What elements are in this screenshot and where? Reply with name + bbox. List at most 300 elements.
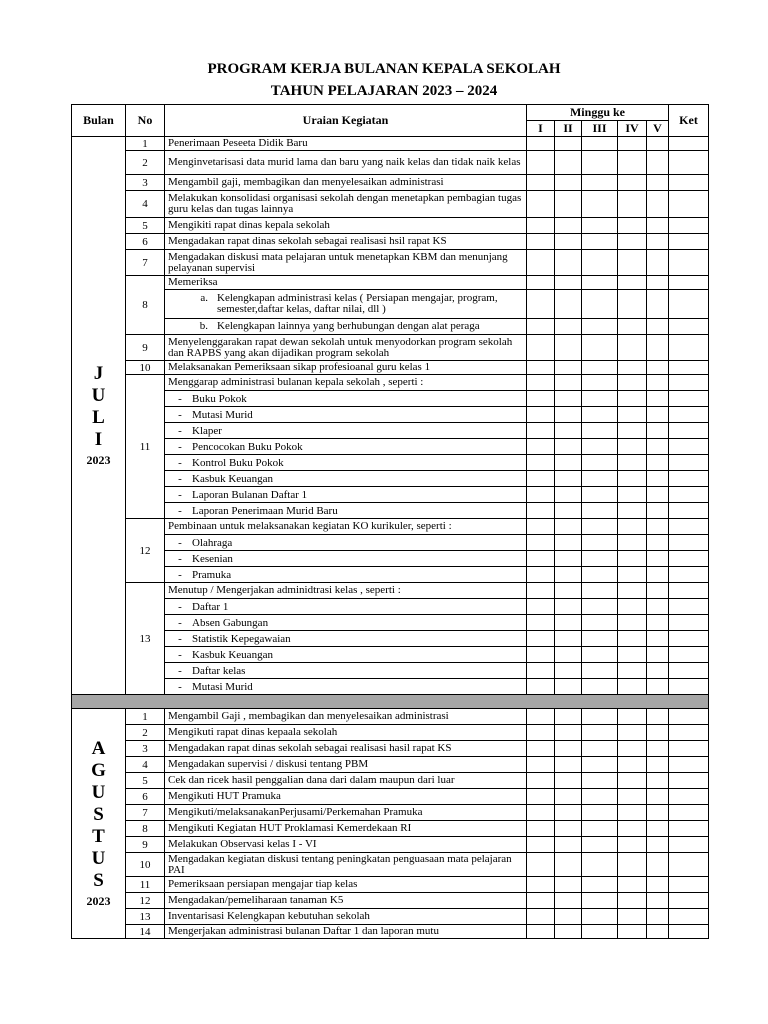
table-row <box>72 519 709 535</box>
subrow-week-4-cell <box>618 679 647 695</box>
subrow-week-4-cell <box>618 535 647 551</box>
row-ket-cell <box>669 909 709 925</box>
header-week-1: I <box>527 121 555 137</box>
subrow-week-2-cell <box>555 503 582 519</box>
row-week-2-cell <box>555 757 582 773</box>
table-row <box>72 757 709 773</box>
subrow-week-3-cell <box>582 391 618 407</box>
row-week-5-cell <box>647 375 669 391</box>
subrow-week-3-cell <box>582 471 618 487</box>
row-week-4-cell <box>618 853 647 877</box>
sub-item-text: Daftar kelas <box>192 664 246 677</box>
subrow-ket-cell <box>669 679 709 695</box>
row-ket-cell <box>669 837 709 853</box>
subrow-week-3-cell <box>582 487 618 503</box>
subrow-week-3-cell <box>582 663 618 679</box>
activity-text: Menyelenggarakan rapat dewan sekolah untuk menyodorkan program sekolah dan RAPBS yang akan dijadikan program sekolah <box>165 335 527 361</box>
sub-item <box>165 631 527 647</box>
row-week-5-cell <box>647 519 669 535</box>
subrow-week-5-cell <box>647 647 669 663</box>
row-week-5-cell <box>647 583 669 599</box>
row-number: 12 <box>126 893 165 909</box>
subrow-week-4-cell <box>618 503 647 519</box>
row-week-4-cell <box>618 276 647 290</box>
activity-text: Cek dan ricek hasil penggalian dana dari dalam maupun dari luar <box>165 773 527 789</box>
row-week-1-cell <box>527 583 555 599</box>
row-week-2-cell <box>555 519 582 535</box>
sub-item-text: Pencocokan Buku Pokok <box>192 440 303 453</box>
row-week-2-cell <box>555 218 582 234</box>
sub-item-text: Mutasi Murid <box>192 408 253 421</box>
row-ket-cell <box>669 375 709 391</box>
sub-item-text: Kasbuk Keuangan <box>192 648 273 661</box>
row-week-3-cell <box>582 837 618 853</box>
row-number: 4 <box>126 191 165 218</box>
sub-item-wrap <box>168 293 526 315</box>
row-week-4-cell <box>618 375 647 391</box>
row-week-2-cell <box>555 191 582 218</box>
table-subrow <box>72 503 709 519</box>
subrow-week-4-cell <box>618 551 647 567</box>
row-week-1-cell <box>527 218 555 234</box>
dash-bullet: - <box>178 392 182 405</box>
activity-text: Melaksanakan Pemeriksaan sikap profesioanal guru kelas 1 <box>165 361 527 375</box>
row-week-1-cell <box>527 821 555 837</box>
activity-text: Mengadakan rapat dinas sekolah sebagai realisasi hsil rapat KS <box>165 234 527 250</box>
dash-bullet: - <box>178 488 182 501</box>
row-number: 13 <box>126 909 165 925</box>
row-week-5-cell <box>647 925 669 939</box>
month-letter: T <box>92 826 105 847</box>
row-week-5-cell <box>647 335 669 361</box>
month-letter: I <box>94 429 103 450</box>
row-number: 1 <box>126 137 165 151</box>
dash-bullet: - <box>178 504 182 517</box>
row-week-1-cell <box>527 837 555 853</box>
subrow-week-3-cell <box>582 455 618 471</box>
sub-item-text: Kasbuk Keuangan <box>192 472 273 485</box>
row-number: 6 <box>126 789 165 805</box>
row-ket-cell <box>669 191 709 218</box>
subrow-week-4-cell <box>618 290 647 319</box>
subrow-week-3-cell <box>582 290 618 319</box>
subrow-week-3-cell <box>582 535 618 551</box>
document-title: PROGRAM KERJA BULANAN KEPALA SEKOLAH <box>207 61 561 77</box>
row-week-3-cell <box>582 375 618 391</box>
row-number: 9 <box>126 335 165 361</box>
sub-item-text: Absen Gabungan <box>192 616 269 629</box>
row-number: 14 <box>126 925 165 939</box>
row-ket-cell <box>669 519 709 535</box>
table-row <box>72 877 709 893</box>
row-week-4-cell <box>618 877 647 893</box>
sub-item-text: Pramuka <box>192 568 232 581</box>
subrow-week-1-cell <box>527 290 555 319</box>
activity-text: Pembinaan untuk melaksanakan kegiatan KO kurikuler, seperti : <box>165 519 527 535</box>
subrow-week-3-cell <box>582 423 618 439</box>
row-week-4-cell <box>618 725 647 741</box>
table-row <box>72 375 709 391</box>
activity-text: Mengadakan rapat dinas sekolah sebagai realisasi hasil rapat KS <box>165 741 527 757</box>
subrow-week-1-cell <box>527 679 555 695</box>
row-ket-cell <box>669 789 709 805</box>
table-row <box>72 276 709 290</box>
row-week-5-cell <box>647 175 669 191</box>
header-week-2: II <box>555 121 582 137</box>
table-subrow <box>72 567 709 583</box>
subrow-ket-cell <box>669 663 709 679</box>
table-row <box>72 218 709 234</box>
sub-item <box>165 599 527 615</box>
sub-item <box>165 647 527 663</box>
sub-item-text: Laporan Penerimaan Murid Baru <box>192 504 338 517</box>
row-week-2-cell <box>555 853 582 877</box>
dash-bullet: - <box>178 408 182 421</box>
sub-item-text: Kontrol Buku Pokok <box>192 456 284 469</box>
row-ket-cell <box>669 757 709 773</box>
row-week-4-cell <box>618 741 647 757</box>
subrow-week-3-cell <box>582 407 618 423</box>
subrow-week-4-cell <box>618 487 647 503</box>
table-row <box>72 725 709 741</box>
table-row <box>72 741 709 757</box>
table-row <box>72 821 709 837</box>
subrow-week-1-cell <box>527 535 555 551</box>
dash-bullet: - <box>178 648 182 661</box>
row-ket-cell <box>669 893 709 909</box>
row-week-5-cell <box>647 725 669 741</box>
subrow-week-4-cell <box>618 319 647 335</box>
activity-text: Memeriksa <box>165 276 527 290</box>
row-week-5-cell <box>647 877 669 893</box>
row-number: 11 <box>126 375 165 519</box>
subrow-week-2-cell <box>555 535 582 551</box>
sub-item-text: Mutasi Murid <box>192 680 253 693</box>
row-number: 8 <box>126 276 165 335</box>
table-subrow <box>72 439 709 455</box>
row-week-1-cell <box>527 234 555 250</box>
month-letter: U <box>91 782 106 803</box>
activity-text: Mengadakan/pemeliharaan tanaman K5 <box>165 893 527 909</box>
subrow-week-1-cell <box>527 503 555 519</box>
subrow-week-3-cell <box>582 551 618 567</box>
subrow-week-3-cell <box>582 679 618 695</box>
subrow-week-2-cell <box>555 647 582 663</box>
dash-bullet: - <box>178 472 182 485</box>
separator-bar <box>72 695 709 709</box>
table-row <box>72 805 709 821</box>
row-ket-cell <box>669 877 709 893</box>
dash-bullet: - <box>178 568 182 581</box>
subrow-ket-cell <box>669 391 709 407</box>
row-week-1-cell <box>527 773 555 789</box>
row-week-1-cell <box>527 893 555 909</box>
sub-item <box>165 679 527 695</box>
month-separator <box>72 695 709 709</box>
dash-bullet: - <box>178 424 182 437</box>
table-row <box>72 853 709 877</box>
month-year: 2023 <box>86 894 111 908</box>
row-week-1-cell <box>527 137 555 151</box>
table-row <box>72 583 709 599</box>
activity-text: Mengadakan kegiatan diskusi tentang peningkatan penguasaan mata pelajaran PAI <box>165 853 527 877</box>
sub-item-text: Statistik Kepegawaian <box>192 632 291 645</box>
row-ket-cell <box>669 821 709 837</box>
subrow-week-1-cell <box>527 647 555 663</box>
row-week-5-cell <box>647 789 669 805</box>
subrow-ket-cell <box>669 503 709 519</box>
row-week-2-cell <box>555 893 582 909</box>
row-week-1-cell <box>527 909 555 925</box>
row-week-4-cell <box>618 757 647 773</box>
table-subrow <box>72 631 709 647</box>
sub-item <box>165 391 527 407</box>
row-week-3-cell <box>582 821 618 837</box>
row-number: 4 <box>126 757 165 773</box>
subrow-ket-cell <box>669 471 709 487</box>
row-number: 6 <box>126 234 165 250</box>
subrow-week-1-cell <box>527 455 555 471</box>
row-week-2-cell <box>555 805 582 821</box>
row-week-1-cell <box>527 725 555 741</box>
table-subrow <box>72 319 709 335</box>
row-week-3-cell <box>582 191 618 218</box>
subrow-week-3-cell <box>582 615 618 631</box>
sub-item <box>165 551 527 567</box>
activity-text: Mengadakan supervisi / diskusi tentang PBM <box>165 757 527 773</box>
table-row <box>72 925 709 939</box>
activity-text: Mengikuti Kegiatan HUT Proklamasi Kemerdekaan RI <box>165 821 527 837</box>
activity-text: Mengikuti/melaksanakanPerjusami/Perkemahan Pramuka <box>165 805 527 821</box>
table-subrow <box>72 471 709 487</box>
row-week-4-cell <box>618 191 647 218</box>
row-week-1-cell <box>527 375 555 391</box>
row-number: 2 <box>126 725 165 741</box>
row-week-5-cell <box>647 909 669 925</box>
row-week-3-cell <box>582 789 618 805</box>
subrow-week-1-cell <box>527 423 555 439</box>
subrow-week-2-cell <box>555 423 582 439</box>
subrow-week-5-cell <box>647 471 669 487</box>
dash-bullet: - <box>178 440 182 453</box>
subrow-week-2-cell <box>555 471 582 487</box>
dash-bullet: - <box>178 600 182 613</box>
subrow-week-5-cell <box>647 423 669 439</box>
activity-text: Menggarap administrasi bulanan kepala sekolah , seperti : <box>165 375 527 391</box>
table-subrow <box>72 487 709 503</box>
row-week-4-cell <box>618 335 647 361</box>
sub-item-text: Kelengkapan administrasi kelas ( Persiapan mengajar, program, semester,daftar kelas, daftar nilai, dll ) <box>217 292 498 315</box>
subrow-week-3-cell <box>582 647 618 663</box>
subrow-week-1-cell <box>527 471 555 487</box>
row-week-4-cell <box>618 789 647 805</box>
row-ket-cell <box>669 925 709 939</box>
activity-text: Menginvetarisasi data murid lama dan baru yang naik kelas dan tidak naik kelas <box>165 151 527 175</box>
sub-item-text: Buku Pokok <box>192 392 247 405</box>
month-letter: L <box>92 407 105 428</box>
subrow-ket-cell <box>669 535 709 551</box>
header-bulan: Bulan <box>72 105 126 137</box>
subrow-ket-cell <box>669 439 709 455</box>
row-week-2-cell <box>555 151 582 175</box>
row-week-1-cell <box>527 276 555 290</box>
row-week-4-cell <box>618 175 647 191</box>
row-ket-cell <box>669 805 709 821</box>
header-uraian: Uraian Kegiatan <box>165 105 527 137</box>
subrow-week-4-cell <box>618 647 647 663</box>
row-week-3-cell <box>582 925 618 939</box>
subrow-week-4-cell <box>618 615 647 631</box>
row-week-2-cell <box>555 234 582 250</box>
sub-item-text: Laporan Bulanan Daftar 1 <box>192 488 308 501</box>
subrow-week-5-cell <box>647 631 669 647</box>
month-name-letters <box>72 738 125 892</box>
subrow-ket-cell <box>669 551 709 567</box>
row-week-3-cell <box>582 709 618 725</box>
subrow-week-3-cell <box>582 631 618 647</box>
row-week-2-cell <box>555 925 582 939</box>
row-ket-cell <box>669 276 709 290</box>
row-week-1-cell <box>527 853 555 877</box>
sub-item-text: Olahraga <box>192 536 233 549</box>
dash-bullet: - <box>178 536 182 549</box>
subrow-week-1-cell <box>527 391 555 407</box>
row-week-3-cell <box>582 725 618 741</box>
header-ket: Ket <box>669 105 709 137</box>
subrow-week-1-cell <box>527 631 555 647</box>
sub-item <box>165 503 527 519</box>
table-subrow <box>72 663 709 679</box>
subrow-week-1-cell <box>527 615 555 631</box>
row-week-2-cell <box>555 789 582 805</box>
row-week-2-cell <box>555 335 582 361</box>
table-row <box>72 151 709 175</box>
table-row <box>72 837 709 853</box>
row-week-4-cell <box>618 218 647 234</box>
row-week-4-cell <box>618 805 647 821</box>
subrow-ket-cell <box>669 407 709 423</box>
row-week-2-cell <box>555 137 582 151</box>
subrow-week-2-cell <box>555 631 582 647</box>
table-subrow <box>72 615 709 631</box>
subrow-week-3-cell <box>582 319 618 335</box>
activity-text: Mengerjakan administrasi bulanan Daftar 1 dan laporan mutu <box>165 925 527 939</box>
subrow-week-2-cell <box>555 679 582 695</box>
subrow-week-3-cell <box>582 503 618 519</box>
row-week-3-cell <box>582 276 618 290</box>
row-week-4-cell <box>618 137 647 151</box>
row-number: 11 <box>126 877 165 893</box>
sub-item-text: Klaper <box>192 424 222 437</box>
row-week-2-cell <box>555 725 582 741</box>
row-week-2-cell <box>555 709 582 725</box>
activity-text: Melakukan konsolidasi organisasi sekolah dengan menetapkan pembagian tugas guru kelas dan tugas lainnya <box>165 191 527 218</box>
row-number: 5 <box>126 773 165 789</box>
header-week-3: III <box>582 121 618 137</box>
row-number: 1 <box>126 709 165 725</box>
row-week-1-cell <box>527 877 555 893</box>
row-ket-cell <box>669 709 709 725</box>
subrow-week-1-cell <box>527 551 555 567</box>
subrow-week-4-cell <box>618 439 647 455</box>
subrow-ket-cell <box>669 423 709 439</box>
row-week-2-cell <box>555 773 582 789</box>
row-number: 12 <box>126 519 165 583</box>
row-week-1-cell <box>527 709 555 725</box>
table-row <box>72 893 709 909</box>
subrow-week-3-cell <box>582 567 618 583</box>
month-year: 2023 <box>86 453 111 467</box>
row-ket-cell <box>669 234 709 250</box>
row-week-5-cell <box>647 853 669 877</box>
row-week-2-cell <box>555 583 582 599</box>
row-week-1-cell <box>527 925 555 939</box>
row-ket-cell <box>669 151 709 175</box>
subrow-week-5-cell <box>647 535 669 551</box>
row-number: 7 <box>126 250 165 276</box>
row-ket-cell <box>669 250 709 276</box>
row-week-4-cell <box>618 837 647 853</box>
dash-bullet: - <box>178 616 182 629</box>
sub-item-text: Daftar 1 <box>192 600 229 613</box>
activity-text: Melakukan Observasi kelas I - VI <box>165 837 527 853</box>
row-week-5-cell <box>647 191 669 218</box>
row-number: 2 <box>126 151 165 175</box>
program-table <box>71 104 709 939</box>
row-week-5-cell <box>647 837 669 853</box>
activity-text: Mengambil gaji, membagikan dan menyelesaikan administrasi <box>165 175 527 191</box>
activity-text: Mengambil Gaji , membagikan dan menyelesaikan administrasi <box>165 709 527 725</box>
row-week-2-cell <box>555 741 582 757</box>
row-ket-cell <box>669 583 709 599</box>
sub-item <box>165 407 527 423</box>
subrow-week-3-cell <box>582 439 618 455</box>
subrow-ket-cell <box>669 290 709 319</box>
table-row <box>72 361 709 375</box>
table-row <box>72 234 709 250</box>
table-row <box>72 137 709 151</box>
subrow-week-4-cell <box>618 471 647 487</box>
dash-bullet: - <box>178 456 182 469</box>
month-letter: J <box>93 363 104 384</box>
row-week-5-cell <box>647 741 669 757</box>
subrow-week-5-cell <box>647 487 669 503</box>
subrow-week-4-cell <box>618 663 647 679</box>
table-row <box>72 789 709 805</box>
row-week-5-cell <box>647 757 669 773</box>
subrow-week-4-cell <box>618 631 647 647</box>
subrow-week-2-cell <box>555 663 582 679</box>
row-ket-cell <box>669 218 709 234</box>
row-week-4-cell <box>618 821 647 837</box>
table-subrow <box>72 407 709 423</box>
row-ket-cell <box>669 773 709 789</box>
row-week-4-cell <box>618 709 647 725</box>
sub-item-wrap <box>168 321 526 332</box>
subrow-week-5-cell <box>647 615 669 631</box>
subrow-week-5-cell <box>647 679 669 695</box>
header-week-4: IV <box>618 121 647 137</box>
sub-item <box>165 423 527 439</box>
subrow-week-5-cell <box>647 319 669 335</box>
sub-item <box>165 455 527 471</box>
row-week-5-cell <box>647 709 669 725</box>
subrow-week-5-cell <box>647 503 669 519</box>
subrow-week-5-cell <box>647 391 669 407</box>
row-week-3-cell <box>582 151 618 175</box>
sub-item <box>165 439 527 455</box>
sub-item <box>165 290 527 319</box>
